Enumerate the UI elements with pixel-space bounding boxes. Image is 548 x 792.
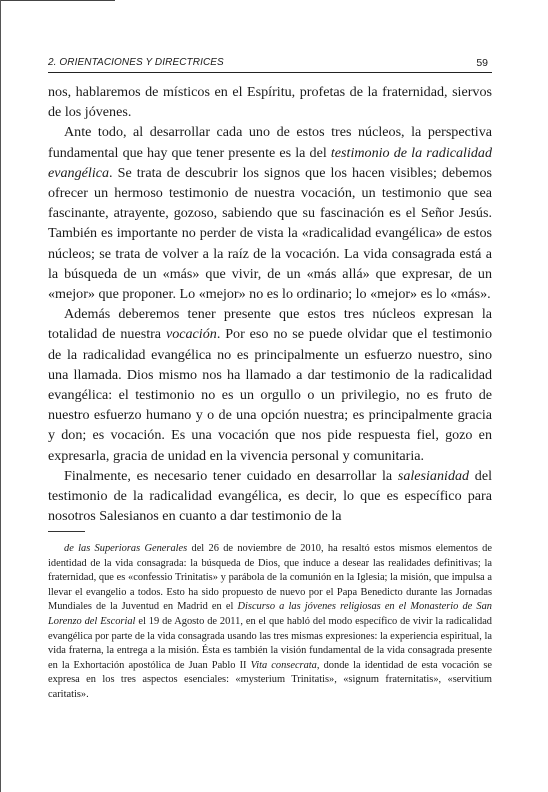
paragraph-1: nos, hablaremos de místicos en el Espíritu, profetas de la fraternidad, siervos de los jóvenes.: [48, 84, 492, 121]
paragraph-4: [48, 466, 492, 527]
paragraph-4-text-1: Finalmente, es necesario tener cuidado en desarrollar la: [64, 467, 398, 484]
paragraph-2-text-2: . Se trata de descubrir los signos que los hacen visibles; debemos ofrecer un hermoso testimonio de nuestra vocación, un testimonio que sea fascinante, atrayente, gozoso, sabiendo que su fascinación es el Señor Jesús. También es importante no perder de vista la «radicalidad evangélica» de estos núcleos; se trata de volver a la raíz de la vocación. La vida consagrada está a la búsqueda de un «más» que vivir, de un «más allá» que expresar, de un «mejor» que proponer. Lo «mejor» no es lo ordinario; lo «mejor» es lo «más».: [48, 164, 492, 303]
paragraph-4-text-2: del testimonio de la radicalidad evangélica, es decir, lo que es específico para nosotros Salesianos en cuanto a dar testimonio de la: [48, 467, 492, 525]
footnote-emphasis-3: Vita consecrata: [250, 659, 317, 671]
footnote-text-3: , donde la identidad de esta vocación se expresa en los tres aspectos esenciales: «mysterium Trinitatis», «signum fraternitatis», «servitium caritatis».: [48, 659, 493, 700]
crop-mark-horizontal: [0, 0, 115, 1]
footnote-text-2: el 19 de Agosto de 2011, en el que habló del modo específico de vivir la radicalidad evangélica por parte de la vida consagrada usando las tres mismas expresiones: la experiencia espiritual, la vida fraterna, la entrega a la misión. Ésta es también la visión fundamental de la vida consagrada presente en la Exhortación apostólica de Juan Pablo II: [48, 615, 493, 671]
paragraph-3-emphasis: vocación: [165, 326, 217, 343]
paragraph-3: [48, 304, 492, 466]
paragraph-3-text-2: . Por eso no se puede olvidar que el testimonio de la radicalidad evangélica no es principalmente un esfuerzo nuestro, sino una llamada. Dios mismo nos ha llamado a dar testimonio de la radicalidad evangélica: el testimonio no es un orgullo o un privilegio, no es fruto de nuestro esfuerzo humano y o de una opción nuestra; es principalmente gracia y don; es vocación. Es una vocación que nos pide respuesta fiel, gozo en expresarla, gracia de unidad en la vivencia personal y comunitaria.: [48, 326, 492, 464]
running-title: 2. ORIENTACIONES Y DIRECTRICES: [48, 57, 224, 68]
footnote-paragraph: [48, 542, 492, 703]
page-number: 59: [476, 57, 488, 69]
running-header: [48, 56, 492, 73]
paragraph-2-text-1: Ante todo, al desarrollar cada uno de estos tres núcleos, la perspectiva fundamental que hay que tener presente es la del: [48, 124, 492, 161]
paragraph-2-emphasis: testimonio de la radicalidad evangélica: [48, 144, 493, 181]
footnote-emphasis-1: de las Superioras Generales: [64, 543, 188, 554]
paragraph-3-text-1: Además deberemos tener presente que estos tres núcleos expresan la totalidad de nuestra: [48, 306, 492, 343]
footnote-emphasis-2: Discurso a las jóvenes religiosas en el Monasterio de San Lorenzo del Escorial: [48, 601, 492, 627]
main-text: [48, 82, 492, 526]
footnote-text-1: del 26 de noviembre de 2010, ha resaltó estos mismos elementos de identidad de la vida consagrada: la búsqueda de Dios, que induce a desear las realidades definitivas; la fraternidad, que es «confessio Trinitatis» y parábola de la comunión en la Iglesia; la misión, que impulsa a llevar el evangelio a todos. Esto ha sido propuesto de nuevo por el Papa Benedicto durante las Jornadas Mundiales de la Juventud en Madrid en el: [48, 543, 492, 613]
footnote: [48, 542, 492, 703]
footnote-separator: [48, 531, 85, 532]
paragraph-2: [48, 122, 492, 304]
paragraph-4-emphasis: salesianidad: [397, 467, 470, 484]
crop-mark-vertical: [0, 0, 1, 792]
